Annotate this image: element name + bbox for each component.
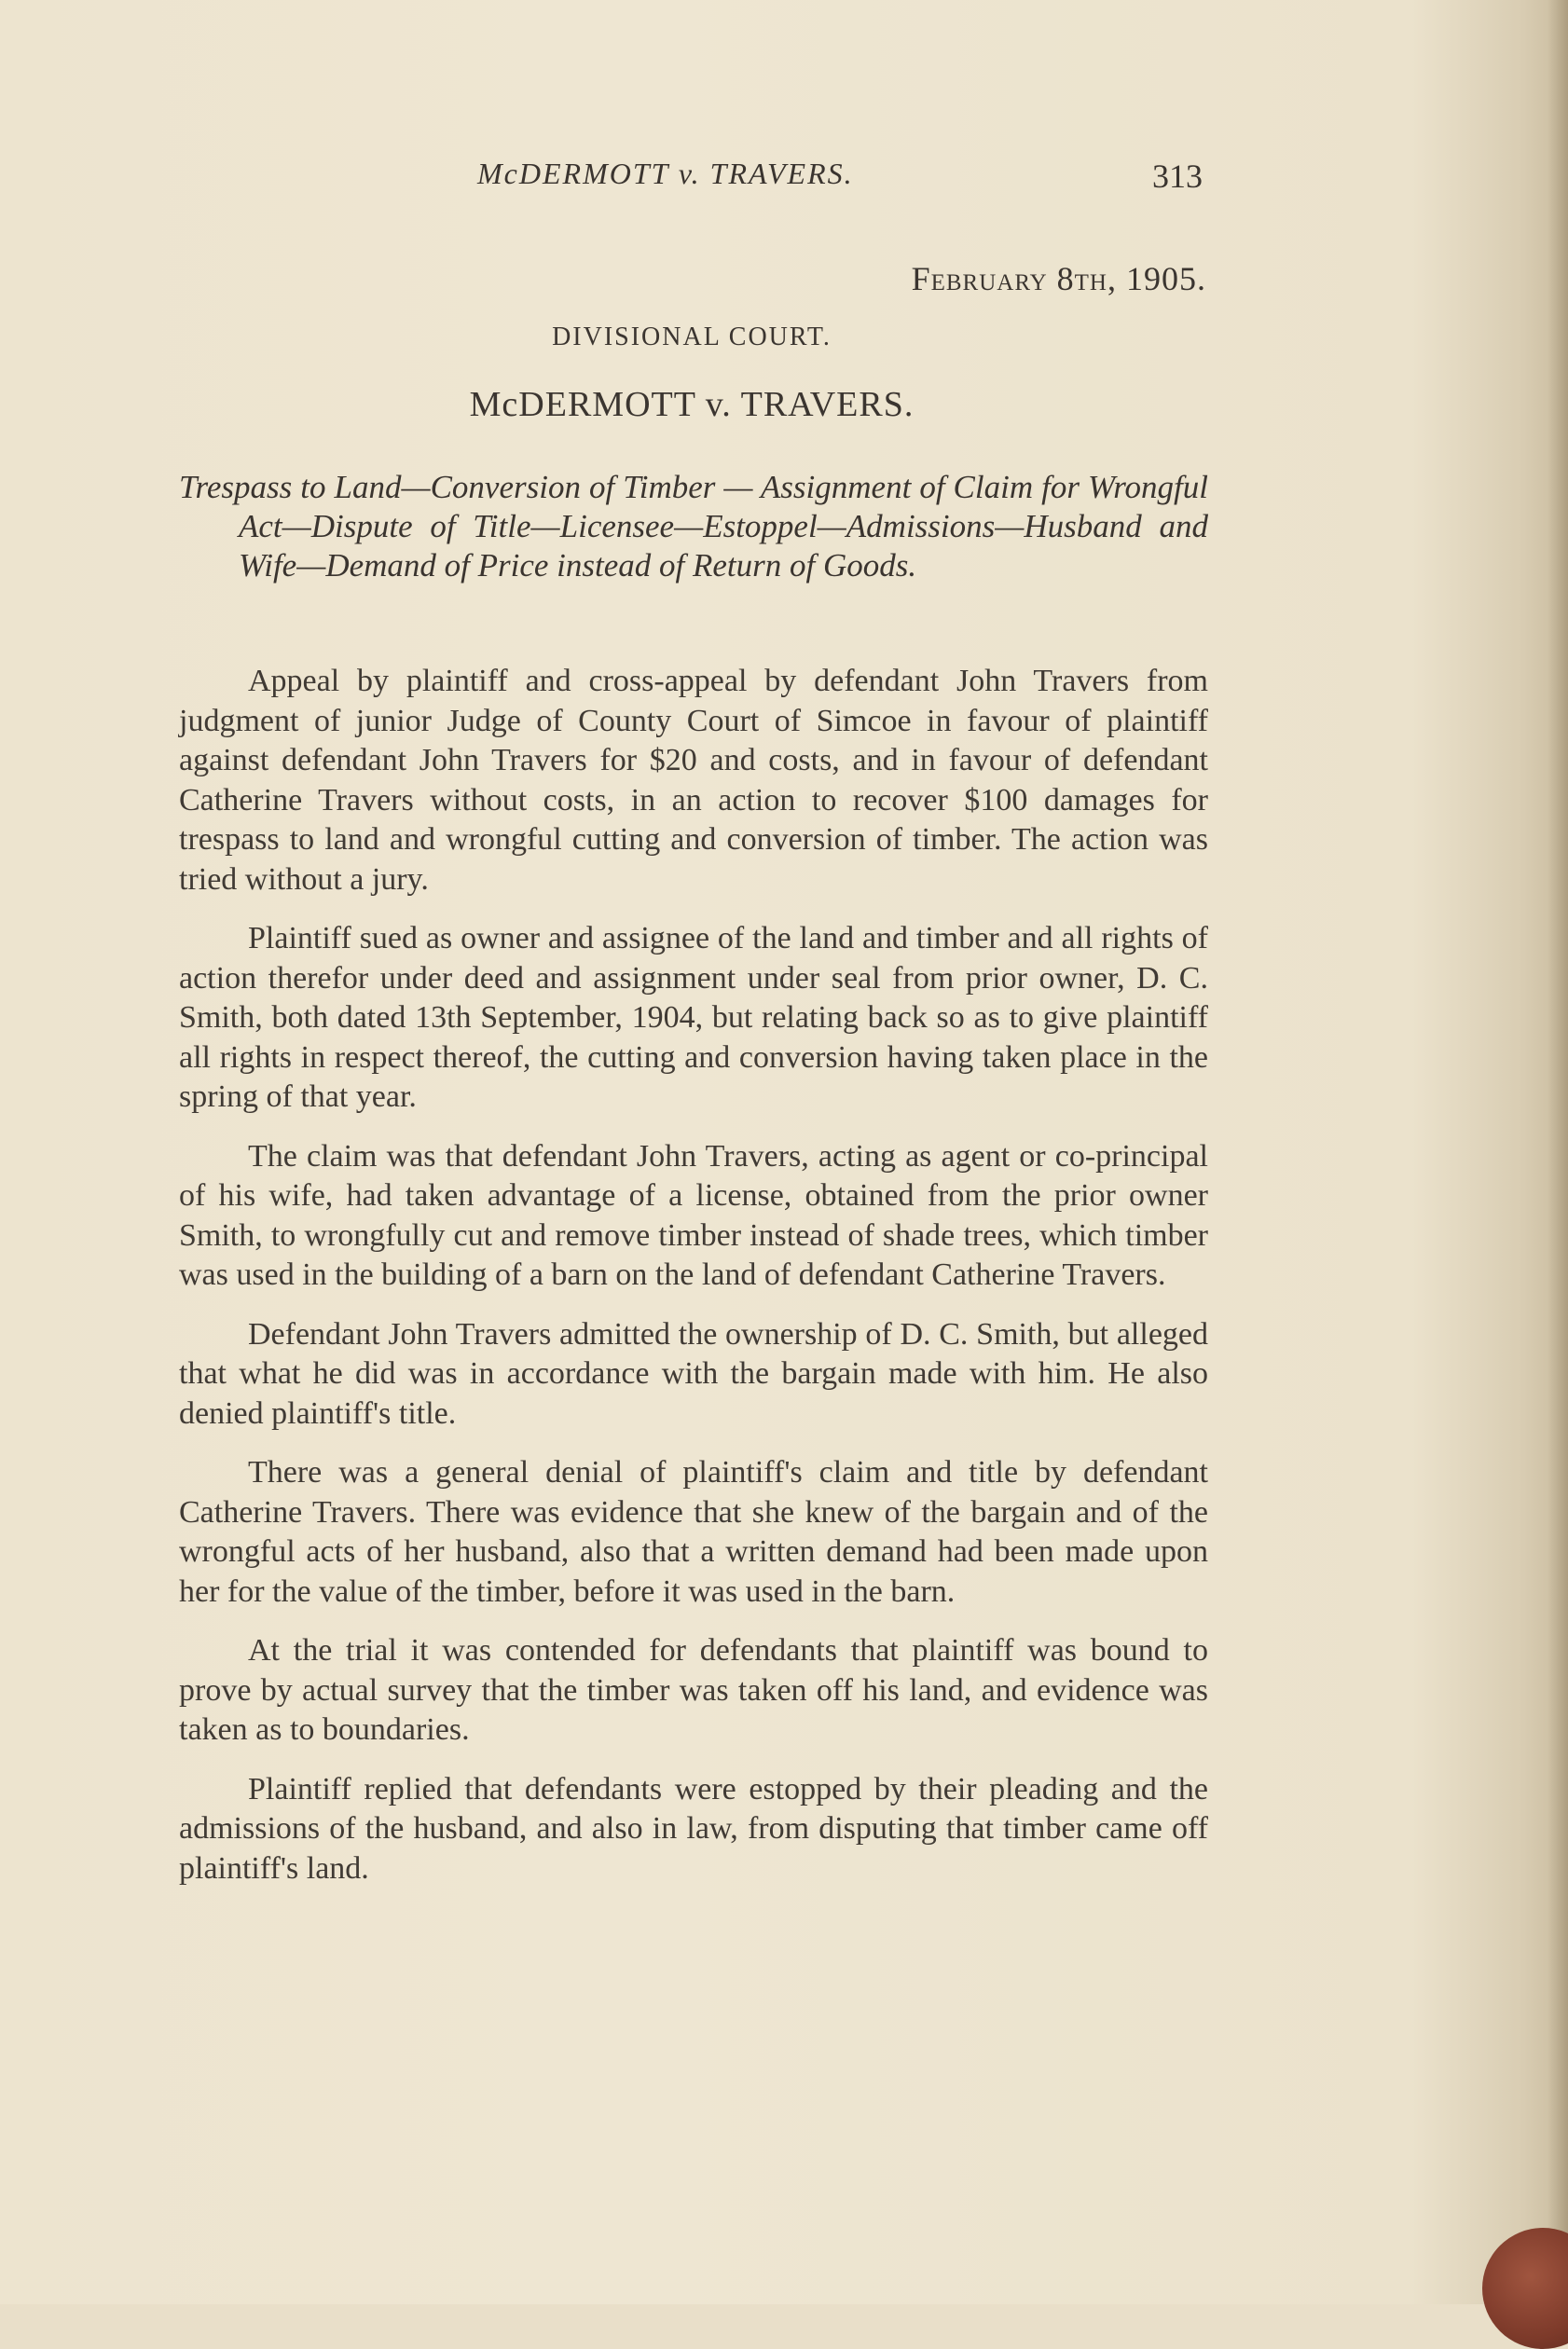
paragraph: Defendant John Travers admitted the ownership of D. C. Smith, but alleged that what he did was in accordance with the bargain made with him. He also denied plaintiff's title. — [179, 1316, 1208, 1431]
paragraph: Plaintiff replied that defendants were estopped by their pleading and the admissions of the husband, and also in law, from disputing that timber came off plaintiff's land. — [179, 1771, 1208, 1886]
paragraph: At the trial it was contended for defendants that plaintiff was bound to prove by actual survey that the timber was taken off his land, and evidence was taken as to boundaries. — [179, 1633, 1208, 1747]
page-number: 313 — [1152, 158, 1203, 195]
case-title: McDERMOTT v. TRAVERS. — [469, 385, 915, 424]
paragraph: The claim was that defendant John Travers, acting as agent or co-principal of his wife, had taken advantage of a license, obtained from the prior owner Smith, to wrongfully cut and remove timber instead of shade trees, which timber was used in the building of a barn on the land of defendant Catherine Travers. — [179, 1138, 1208, 1292]
headnote: Trespass to Land—Conversion of Timber — Assignment of Claim for Wrongful Act—Dispute of Title—Licensee—Estoppel—Admissions—Husband and Wife—Demand of Price instead of Return of Goods. — [179, 469, 1208, 584]
paragraph: There was a general denial of plaintiff's claim and title by defendant Catherine Travers. There was evidence that she knew of the bargain and of the wrongful acts of her husband, also that a written demand had been made upon her for the value of the timber, before it was used in the barn. — [179, 1455, 1208, 1609]
thumb-corner — [1482, 2228, 1568, 2349]
body-text — [179, 662, 1208, 1908]
date-line: February 8th, 1905. — [911, 260, 1206, 297]
court-heading: DIVISIONAL COURT. — [552, 323, 832, 351]
running-title: McDERMOTT v. TRAVERS. — [477, 157, 854, 190]
page-edge-shadow — [1547, 0, 1568, 2304]
paragraph: Appeal by plaintiff and cross-appeal by defendant John Travers from judgment of junior Judge of County Court of Simcoe in favour of plaintiff against defendant John Travers for $20 and costs, and in favour of defendant Catherine Travers without costs, in an action to recover $100 damages for trespass to land and wrongful cutting and conversion of timber. The action was tried without a jury. — [179, 664, 1208, 897]
running-head — [0, 157, 1568, 203]
paragraph: Plaintiff sued as owner and assignee of the land and timber and all rights of action therefor under deed and assignment under seal from prior owner, D. C. Smith, both dated 13th September, 1904, but relating back so as to give plaintiff all rights in respect thereof, the cutting and conversion having taken place in the spring of that year. — [179, 921, 1208, 1114]
